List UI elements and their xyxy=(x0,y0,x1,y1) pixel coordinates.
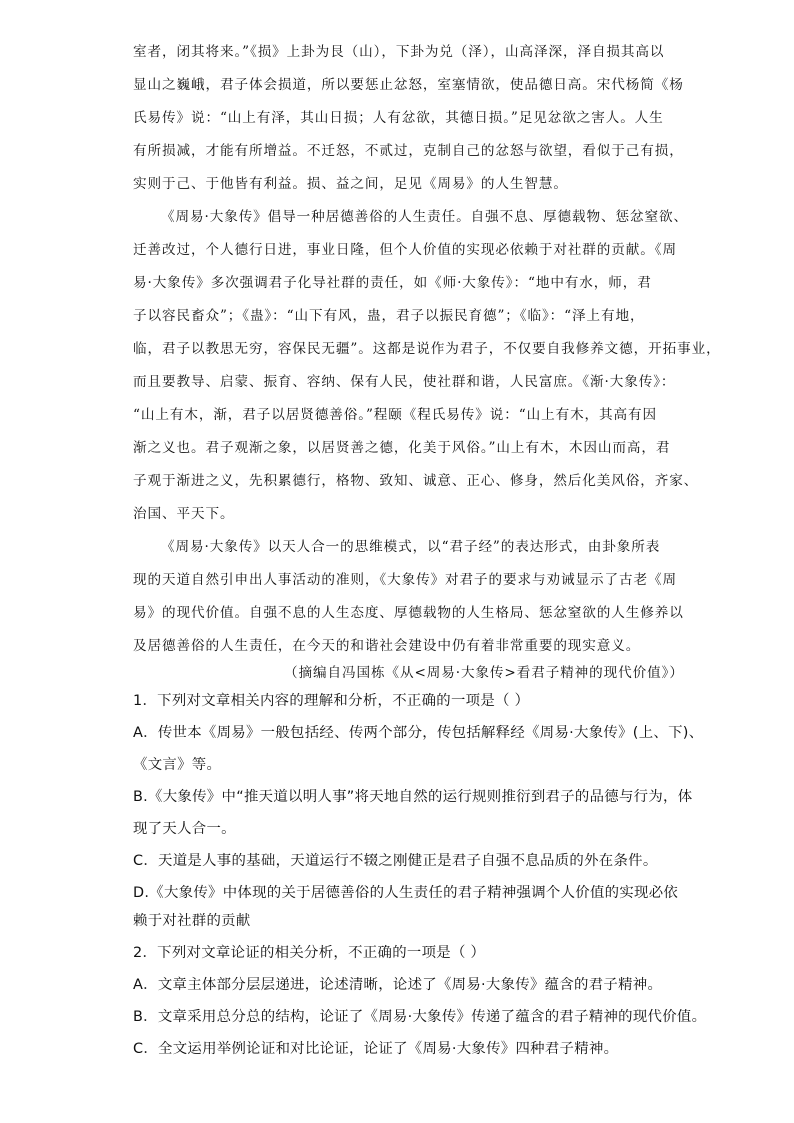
passage-line: 子观于渐进之义，先积累德行，格物、致知、诚意、正心、修身，然后化美风俗，齐家、 xyxy=(133,473,699,489)
passage-line: 渐之义也。君子观渐之象，以居贤善之德，化美于风俗。”山上有木，木因山而高，君 xyxy=(133,440,671,456)
question-1-option-a-cont: 《文言》等。 xyxy=(133,757,222,773)
passage-line: 迁善改过，个人德行日进，事业日隆，但个人价值的实现必依赖于对社群的贡献。《周 xyxy=(133,242,677,258)
passage-line: 临，君子以教思无穷，容保民无疆”。这都是说作为君子，不仅要自我修养文德，开拓事业， xyxy=(133,341,721,357)
passage-line: 氏易传》说：“山上有泽，其山日损；人有忿欲，其德日损。”足见忿欲之害人。人生 xyxy=(133,110,664,126)
question-1-option-a: A．传世本《周易》一般包括经、传两个部分，传包括解释经《周易·大象传》(上、下)、 xyxy=(133,725,704,741)
question-1-stem: 1．下列对文章相关内容的理解和分析，不正确的一项是（ ） xyxy=(133,693,530,709)
question-1-option-c: C．天道是人事的基础，天道运行不辍之刚健正是君子自强不息品质的外在条件。 xyxy=(133,853,658,869)
passage-line: 现的天道自然引申出人事活动的准则，《大象传》对君子的要求与劝诫显示了古老《周 xyxy=(133,572,677,588)
passage-line: 治国、平天下。 xyxy=(133,506,235,522)
question-2-option-b: B．文章采用总分总的结构，论证了《周易·大象传》传递了蕴含的君子精神的现代价值。 xyxy=(133,1009,707,1025)
source-citation: （摘编自冯国栋《从<周易·大象传>看君子精神的现代价值》） xyxy=(284,665,684,681)
passage-line: 室者，闭其将来。”《损》上卦为艮（山），下卦为兑（泽），山高泽深，泽自损其高以 xyxy=(133,44,665,60)
question-1-option-d-cont: 赖于对社群的贡献 xyxy=(133,913,251,929)
question-2-option-a: A．文章主体部分层层递进，论述清晰，论述了《周易·大象传》蕴含的君子精神。 xyxy=(133,977,663,993)
question-1-option-b: B.《大象传》中“推天道以明人事”将天地自然的运行规则推衍到君子的品德与行为，体 xyxy=(133,789,693,805)
passage-line: 及居德善俗的人生责任，在今天的和谐社会建设中仍有着非常重要的现实意义。 xyxy=(133,638,641,654)
passage-line: 易·大象传》多次强调君子化导社群的责任，如《师·大象传》：“地中有水，师，君 xyxy=(133,275,652,291)
passage-line: 而且要教导、启蒙、振育、容纳、保有人民，使社群和谐，人民富庶。《渐·大象传》： xyxy=(133,374,676,390)
passage-line: 显山之巍峨，君子体会损道，所以要惩止忿怒，室塞情欲，使品德日高。宋代杨简《杨 xyxy=(133,77,684,93)
question-2-option-c: C．全文运用举例论证和对比论证，论证了《周易·大象传》四种君子精神。 xyxy=(133,1041,619,1057)
question-1-option-b-cont: 现了天人合一。 xyxy=(133,821,236,837)
passage-line: 实则于己、于他皆有利益。损、益之间，足见《周易》的人生智慧。 xyxy=(133,176,568,192)
passage-line: 《周易·大象传》以天人合一的思维模式，以“君子经”的表达形式，由卦象所表 xyxy=(161,539,661,555)
passage-line: 子以容民畜众”；《蛊》：“山下有风，蛊，君子以振民育德”；《临》：“泽上有地， xyxy=(133,308,645,324)
passage-line: 易》的现代价值。自强不息的人生态度、厚德载物的人生格局、惩忿窒欲的人生修养以 xyxy=(133,605,684,621)
question-2-stem: 2．下列对文章论证的相关分析，不正确的一项是（ ） xyxy=(133,945,486,961)
passage-line: “山上有木，渐，君子以居贤德善俗。”程颐《程氏易传》说：“山上有木，其高有因 xyxy=(133,407,658,423)
passage-line: 《周易·大象传》倡导一种居德善俗的人生责任。自强不息、厚德载物、惩忿窒欲、 xyxy=(161,209,688,225)
question-1-option-d: D.《大象传》中体现的关于居德善俗的人生责任的君子精神强调个人价值的实现必依 xyxy=(133,885,679,901)
passage-line: 有所损减，才能有所增益。不迁怒，不贰过，克制自己的忿怒与欲望，看似于己有损， xyxy=(133,143,684,159)
